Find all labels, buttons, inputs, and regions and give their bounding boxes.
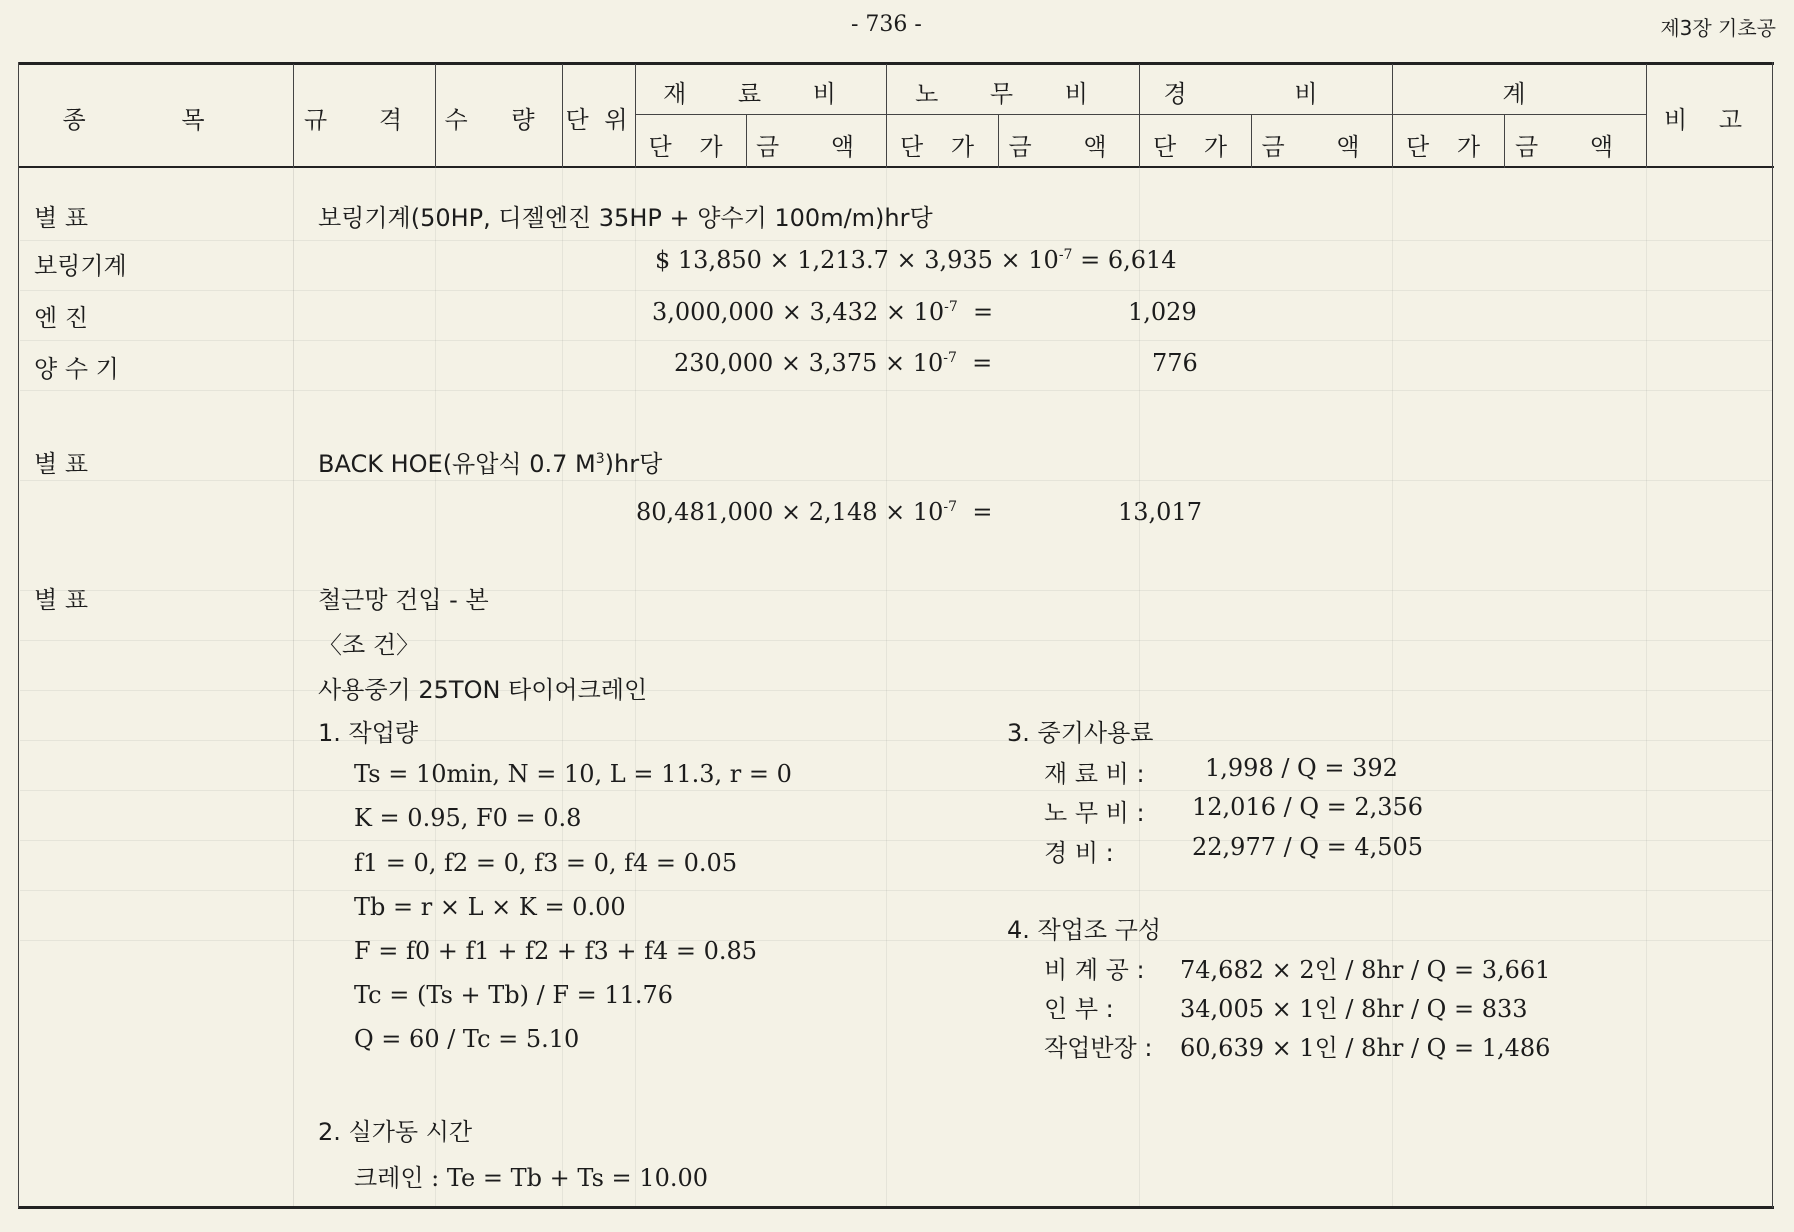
crew-value: 74,682 × 2인 / 8hr / Q = 3,661 bbox=[1180, 956, 1551, 984]
section2-label: 별 표 bbox=[34, 450, 88, 478]
section1-title: 보링기계(50HP, 디젤엔진 35HP + 양수기 100m/m)hr당 bbox=[318, 204, 933, 232]
section1-row-formula: $230,000 \times 3,375 \times 10^{-7}$ = bbox=[674, 349, 993, 377]
header-remarks: 비 고 bbox=[1664, 106, 1754, 134]
page-number: - 736 - bbox=[851, 12, 922, 37]
usage-fee-value: 12,016 / Q = 2,356 bbox=[1192, 793, 1424, 821]
table-left-border bbox=[18, 62, 19, 1208]
work-line: Ts = 10min, N = 10, L = 11.3, r = 0 bbox=[354, 760, 792, 788]
section2-title: BACK HOE(유압식 0.7 $M^3)hr$당 bbox=[318, 450, 663, 478]
section3-title: 철근망 건입 - 본 bbox=[318, 586, 489, 614]
header-expense-amount: 금 액 bbox=[1261, 133, 1382, 161]
section1-row-formula: $3,000,000 \times 3,432 \times 10^{-7}$ = bbox=[652, 298, 994, 326]
section2-result: 13,017 bbox=[1118, 498, 1202, 526]
body-col-divider bbox=[1646, 168, 1647, 1206]
work-line: F = f0 + f1 + f2 + f3 + f4 = 0.85 bbox=[354, 937, 758, 965]
header-spec: 규 격 bbox=[304, 106, 424, 134]
work-line: K = 0.95, F0 = 0.8 bbox=[354, 804, 582, 832]
header-labor-amount: 금 액 bbox=[1008, 133, 1129, 161]
header-material-amount: 금 액 bbox=[756, 133, 876, 161]
header-subrow-divider bbox=[635, 114, 1646, 115]
header-total: 계 bbox=[1502, 80, 1536, 108]
section1-row-name: 엔 진 bbox=[34, 304, 88, 332]
crew-title: 4. 작업조 구성 bbox=[1007, 916, 1162, 944]
section1-label: 별 표 bbox=[34, 204, 88, 232]
header-expense: 경 비 bbox=[1163, 80, 1368, 108]
work-line: Tb = r × L × K = 0.00 bbox=[354, 893, 626, 921]
header-unit: 단 위 bbox=[565, 106, 632, 134]
header-qty: 수 량 bbox=[444, 106, 553, 134]
header-material: 재 료 비 bbox=[663, 80, 858, 108]
header-total-amount: 금 액 bbox=[1515, 133, 1635, 161]
work-line: Q = 60 / Tc = 5.10 bbox=[354, 1025, 580, 1053]
section1-row-formula: $ $13,850 \times 1,213.7 \times 3,935 \times 10^{-7} = 6,614$ bbox=[655, 246, 1177, 274]
uptime-line: 크레인 : Te = Tb + Ts = 10.00 bbox=[354, 1164, 709, 1192]
section1-row-name: 보링기계 bbox=[34, 252, 127, 280]
section3-label: 별 표 bbox=[34, 586, 88, 614]
table-right-border bbox=[1772, 62, 1773, 1208]
crew-value: 60,639 × 1인 / 8hr / Q = 1,486 bbox=[1180, 1034, 1551, 1062]
crew-value: 34,005 × 1인 / 8hr / Q = 833 bbox=[1180, 995, 1528, 1023]
table-header-bottom-border bbox=[18, 166, 1774, 168]
usage-fee-value: 1,998 / Q = 392 bbox=[1205, 754, 1398, 782]
table-bottom-border bbox=[18, 1206, 1774, 1209]
header-labor: 노 무 비 bbox=[915, 80, 1110, 108]
section1-row-result: 1,029 bbox=[1128, 298, 1197, 326]
usage-fee-label: 재 료 비 : bbox=[1044, 760, 1145, 788]
header-material-unit-price: 단 가 bbox=[648, 133, 733, 161]
section3-equipment: 사용중기 25TON 타이어크레인 bbox=[318, 676, 648, 704]
section1-row-name: 양 수 기 bbox=[34, 355, 119, 383]
section1-row-result: 776 bbox=[1152, 349, 1198, 377]
work-volume-title: 1. 작업량 bbox=[318, 719, 419, 747]
uptime-title: 2. 실가동 시간 bbox=[318, 1118, 473, 1146]
chapter-title: 제3장 기초공 bbox=[1660, 16, 1776, 40]
table-top-border bbox=[18, 62, 1774, 65]
usage-fee-label: 경 비 : bbox=[1044, 839, 1114, 867]
usage-fee-label: 노 무 비 : bbox=[1044, 799, 1145, 827]
crew-label: 인 부 : bbox=[1044, 995, 1114, 1023]
header-labor-unit-price: 단 가 bbox=[900, 133, 984, 161]
header-expense-unit-price: 단 가 bbox=[1153, 133, 1237, 161]
work-line: f1 = 0, f2 = 0, f3 = 0, f4 = 0.05 bbox=[354, 849, 738, 877]
usage-fee-title: 3. 중기사용료 bbox=[1007, 719, 1154, 747]
work-line: Tc = (Ts + Tb) / F = 11.76 bbox=[354, 981, 674, 1009]
body-col-divider bbox=[293, 168, 294, 1206]
crew-label: 비 계 공 : bbox=[1044, 956, 1145, 984]
usage-fee-value: 22,977 / Q = 4,505 bbox=[1192, 833, 1424, 861]
crew-label: 작업반장 : bbox=[1044, 1034, 1153, 1062]
section2-formula: $80,481,000 \times 2,148 \times 10^{-7}$ = bbox=[636, 498, 993, 526]
header-total-unit-price: 단 가 bbox=[1406, 133, 1490, 161]
header-item: 종 목 bbox=[62, 106, 249, 134]
section3-condition: 〈조 건〉 bbox=[318, 631, 420, 659]
